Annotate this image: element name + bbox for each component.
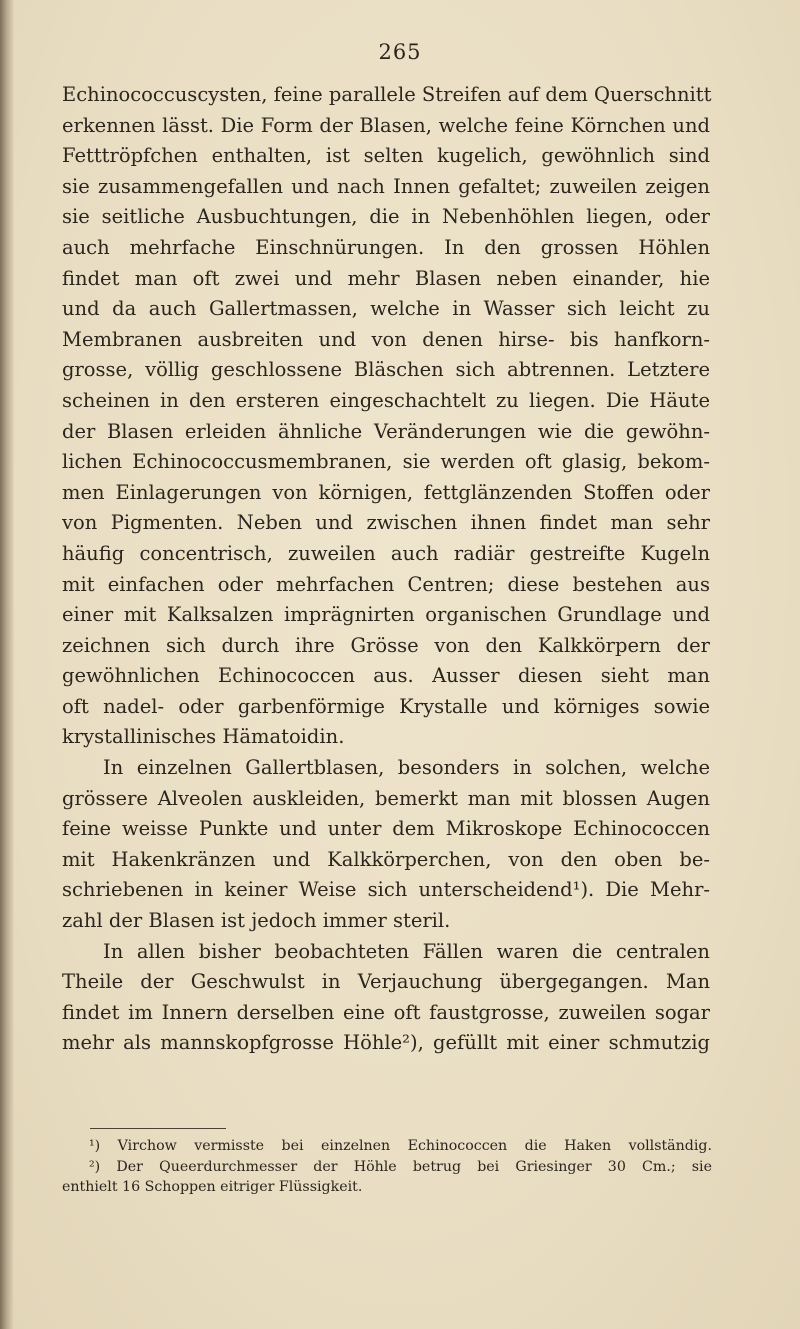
text-line: In einzelnen Gallertblasen, besonders in solchen, welche <box>103 756 710 780</box>
page-number: 265 <box>378 40 422 64</box>
text-line: sie seitliche Ausbuchtungen, die in Nebenhöhlen liegen, oder <box>62 205 710 229</box>
text-line: gewöhnlichen Echinococcen aus. Ausser diesen sieht man <box>62 664 710 688</box>
text-line: feine weisse Punkte und unter dem Mikroskope Echinococcen <box>62 817 710 841</box>
text-line: einer mit Kalksalzen imprägnirten organischen Grundlage und <box>62 603 710 627</box>
text-line: sie zusammengefallen und nach Innen gefaltet; zuweilen zeigen <box>62 174 710 198</box>
text-line: men Einlagerungen von körnigen, fettglänzenden Stoffen oder <box>62 480 710 504</box>
text-line: mit Hakenkränzen und Kalkkörperchen, von den oben be- <box>62 847 710 871</box>
text-line: der Blasen erleiden ähnliche Veränderungen wie die gewöhn- <box>62 419 710 443</box>
text-line: mehr als mannskopfgrosse Höhle²), gefüllt mit einer schmutzig <box>62 1031 710 1055</box>
text-line: zeichnen sich durch ihre Grösse von den Kalkkörpern der <box>62 633 710 657</box>
footnote-2-continued: enthielt 16 Schoppen eitriger Flüssigkeit. <box>62 1179 363 1195</box>
text-line: mit einfachen oder mehrfachen Centren; diese bestehen aus <box>62 572 710 596</box>
text-line: Echinococcuscysten, feine parallele Streifen auf dem Querschnitt <box>62 83 712 106</box>
text-line: krystallinisches Hämatoidin. <box>62 725 345 749</box>
text-line: Theile der Geschwulst in Verjauchung übergegangen. Man <box>62 970 710 994</box>
text-line: lichen Echinococcusmembranen, sie werden oft glasig, bekom- <box>62 450 710 474</box>
text-line: oft nadel- oder garbenförmige Krystalle und körniges sowie <box>62 694 710 718</box>
text-line: Fetttröpfchen enthalten, ist selten kugelich, gewöhnlich sind <box>62 144 710 168</box>
text-line: und da auch Gallertmassen, welche in Wasser sich leicht zu <box>62 297 710 321</box>
binding-edge <box>0 0 14 1329</box>
footnotes <box>62 1136 712 1198</box>
body-text <box>62 80 710 1059</box>
footnote-rule <box>90 1128 226 1129</box>
text-line: In allen bisher beobachteten Fällen waren die centralen <box>103 939 710 963</box>
text-line: auch mehrfache Einschnürungen. In den grossen Höhlen <box>62 235 710 259</box>
text-line: erkennen lässt. Die Form der Blasen, welche feine Körnchen und <box>62 113 710 137</box>
text-line: von Pigmenten. Neben und zwischen ihnen findet man sehr <box>62 511 710 535</box>
text-line: findet im Innern derselben eine oft faustgrosse, zuweilen sogar <box>62 1000 710 1024</box>
text-line: grosse, völlig geschlossene Bläschen sich abtrennen. Letztere <box>62 358 710 382</box>
text-line: häufig concentrisch, zuweilen auch radiär gestreifte Kugeln <box>62 541 710 565</box>
text-line: scheinen in den ersteren eingeschachtelt zu liegen. Die Häute <box>62 388 710 412</box>
text-line: findet man oft zwei und mehr Blasen neben einander, hie <box>62 266 710 290</box>
text-line: zahl der Blasen ist jedoch immer steril. <box>62 909 451 933</box>
footnote-1: ¹) Virchow vermisste bei einzelnen Echinococcen die Haken vollständig. <box>89 1138 712 1154</box>
text-line: grössere Alveolen auskleiden, bemerkt man mit blossen Augen <box>62 786 710 810</box>
text-line: schriebenen in keiner Weise sich unterscheidend¹). Die Mehr- <box>62 878 710 902</box>
footnote-2: ²) Der Queerdurchmesser der Höhle betrug bei Griesinger 30 Cm.; sie <box>89 1158 712 1175</box>
text-line: Membranen ausbreiten und von denen hirse- bis hanfkorn- <box>62 327 710 351</box>
